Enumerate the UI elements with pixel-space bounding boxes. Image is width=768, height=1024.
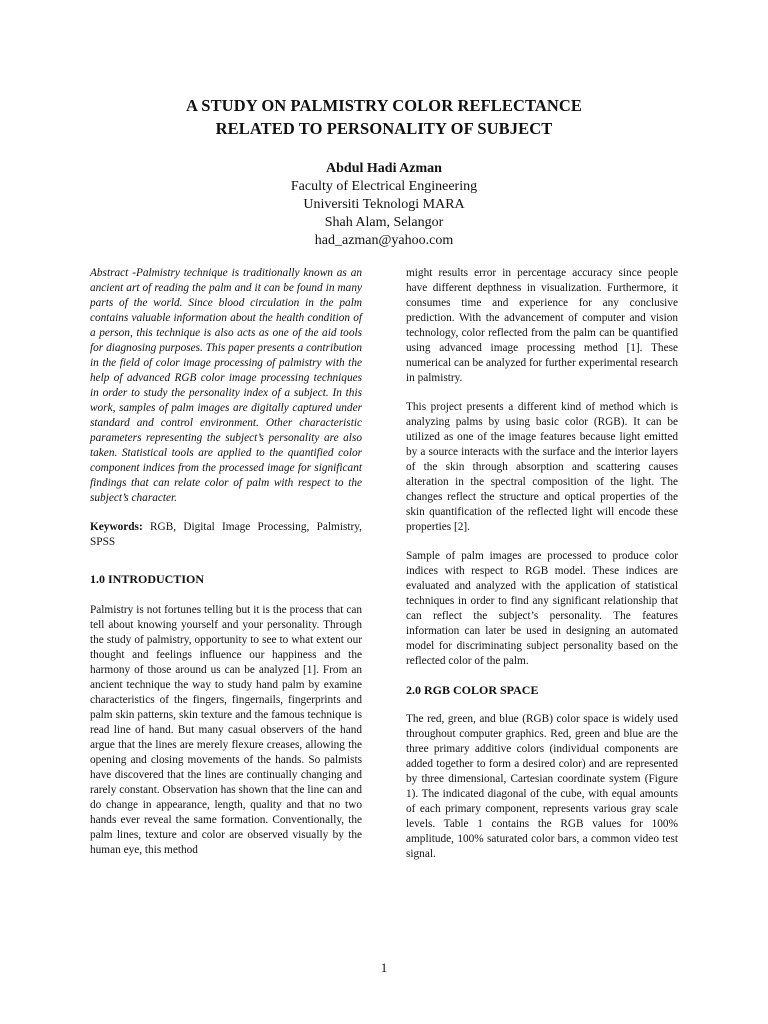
keywords-label: Keywords: bbox=[90, 521, 143, 533]
author-affiliation-university: Universiti Teknologi MARA bbox=[303, 197, 465, 212]
author-email: had_azman@yahoo.com bbox=[314, 233, 454, 248]
author-block bbox=[0, 160, 768, 250]
title-line-2: RELATED TO PERSONALITY OF SUBJECT bbox=[215, 119, 553, 138]
abstract-label: Abstract bbox=[90, 267, 129, 279]
abstract bbox=[90, 266, 362, 506]
section-heading-introduction: 1.0 INTRODUCTION bbox=[90, 572, 205, 586]
rgb-paragraph-1: The red, green, and blue (RGB) color space is widely used throughout computer graphics. Red, green and blue are the three primary additive colors (individual components are added together to form a desired color) and are represented by three dimensional, Cartesian coordinate system (Figure 1). The indicated diagonal of the cube, with equal amounts of each primary component, represents various gray scale levels. Table 1 contains the RGB values for 100% amplitude, 100% saturated color bars, a common video test signal. bbox=[406, 713, 678, 860]
abstract-text: -Palmistry technique is traditionally known as an ancient art of reading the palm and it can be found in many parts of the world. Since blood circulation in the palm contains valuable information about the health condition of a person, this technique is also acts as one of the aid tools for diagnosing purposes. This paper presents a contribution in the field of color image processing of palmistry with the help of advanced RGB color image processing techniques in order to study the personality index of a subject. In this work, samples of palm images are digitally captured under standard and control environment. Other characteristic parameters representing the subject’s personality are also taken. Statistical tools are applied to the quantified color component indices from the processed image for significant findings that can relate color of palm with respect to the subject’s character. bbox=[90, 267, 362, 504]
section-heading-rgb-color-space: 2.0 RGB COLOR SPACE bbox=[406, 683, 539, 697]
introduction-paragraph-2: This project presents a different kind of method which is analyzing palms by using basic color (RGB). It can be utilized as one of the image features because light emitted by a source interacts with the surface and the interior layers of the skin through absorption and scattering causes alteration in the spectral composition of the light. The changes reflect the structure and optical properties of the skin quantification of the reflected light will encode these properties [2]. bbox=[406, 401, 678, 533]
keywords-text: RGB, Digital Image Processing, Palmistry, SPSS bbox=[90, 521, 362, 548]
introduction-paragraph-1-continued: might results error in percentage accuracy since people have different depthness in visualization. Furthermore, it consumes time and experience for any conclusive prediction. With the advancement of computer and vision technology, color reflected from the palm can be quantified using advanced image processing method [1]. These numerical can be analyzed for further experimental research in palmistry. bbox=[406, 267, 678, 384]
paper-title bbox=[0, 94, 768, 140]
title-line-1: A STUDY ON PALMISTRY COLOR REFLECTANCE bbox=[185, 96, 583, 115]
author-name: Abdul Hadi Azman bbox=[326, 161, 442, 176]
right-column bbox=[406, 266, 678, 876]
page-number: 1 bbox=[380, 960, 388, 975]
author-affiliation-faculty: Faculty of Electrical Engineering bbox=[290, 179, 478, 194]
keywords bbox=[90, 520, 362, 550]
left-column bbox=[90, 266, 362, 872]
introduction-paragraph-3: Sample of palm images are processed to produce color indices with respect to RGB model. These indices are evaluated and analyzed with the application of statistical techniques in order to find any significant relationship that can reflect the subject’s personality. The features information can later be used in designing an automated model for discriminating subject personality based on the reflected color of the palm. bbox=[406, 550, 678, 667]
introduction-paragraph-1: Palmistry is not fortunes telling but it is the process that can tell about knowing yourself and your personality. Through the study of palmistry, opportunity to see to what extent our thought and feelings influence our happiness and the harmony of those around us can be analyzed [1]. From an ancient technique the way to study hand palm by examine characteristics of the fingers, fingernails, fingerprints and palm skin patterns, skin texture and the famous technique is read line of hand. But many casual observers of the hand argue that the lines are merely flexure creases, allowing the opening and closing movements of the hands. So palmists have discovered that the lines are continually changing and rarely constant. Observation has shown that the line can and do change in appearance, length, quality and that no two hands ever reveal the same formation. Conventionally, the palm lines, texture and color are observed visually by the human eye, this method bbox=[90, 604, 362, 856]
author-affiliation-location: Shah Alam, Selangor bbox=[324, 215, 444, 230]
